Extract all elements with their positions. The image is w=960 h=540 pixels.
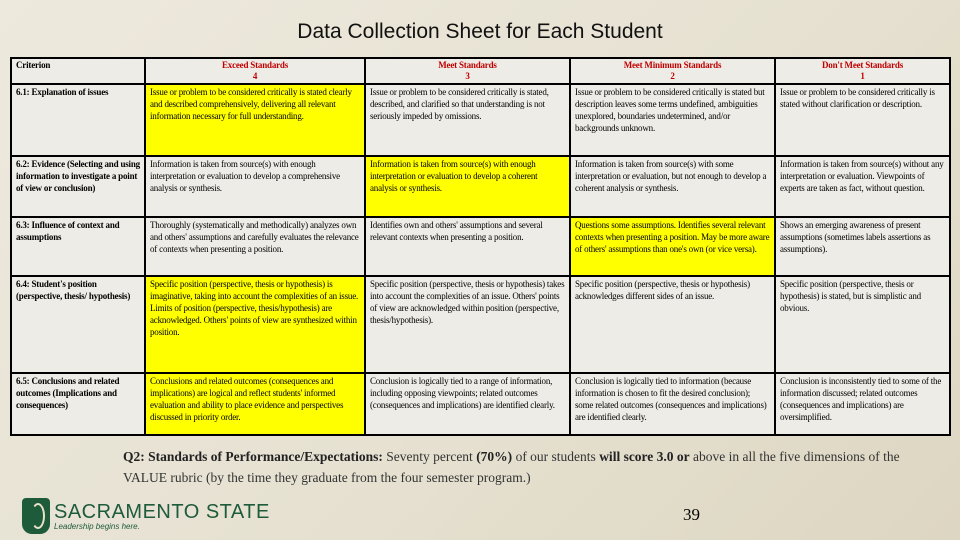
- rubric-cell: Conclusion is inconsistently tied to some of the information discussed; related outcomes (consequences and implications) are oversimplified.: [775, 373, 950, 435]
- criterion-cell: 6.4: Student's position (perspective, thesis/ hypothesis): [11, 276, 145, 373]
- header-dont-meet: Don't Meet Standards 1: [775, 58, 950, 84]
- rubric-cell: Issue or problem to be considered critically is stated, described, and clarified so that understanding is not seriously impeded by omissions.: [365, 84, 570, 156]
- criterion-cell: 6.5: Conclusions and related outcomes (Implications and consequences): [11, 373, 145, 435]
- criterion-cell: 6.1: Explanation of issues: [11, 84, 145, 156]
- rubric-cell: Conclusion is logically tied to information (because information is chosen to fit the desired conclusion); some related outcomes (consequences and implications) are identified clearly.: [570, 373, 775, 435]
- rubric-cell: Information is taken from source(s) with enough interpretation or evaluation to develop a comprehensive analysis or synthesis.: [145, 156, 365, 217]
- criterion-cell: 6.3: Influence of context and assumptions: [11, 217, 145, 276]
- table-row: [11, 156, 950, 217]
- slide-title: Data Collection Sheet for Each Student: [297, 20, 663, 43]
- rubric-cell: Conclusions and related outcomes (consequences and implications) are logical and reflect students' informed evaluation and ability to place evidence and perspectives discussed in priority order.: [145, 373, 365, 435]
- rubric-cell: Issue or problem to be considered critically is stated without clarification or description.: [775, 84, 950, 156]
- rubric-cell: Shows an emerging awareness of present assumptions (sometimes labels assertions as assumptions).: [775, 217, 950, 276]
- table-row: [11, 217, 950, 276]
- header-meet: Meet Standards 3: [365, 58, 570, 84]
- header-row: [11, 58, 950, 84]
- rubric-cell: Information is taken from source(s) with some interpretation or evaluation, but not enough to develop a coherent analysis or synthesis.: [570, 156, 775, 217]
- table-row: [11, 373, 950, 435]
- rubric-cell: Specific position (perspective, thesis or hypothesis) is imaginative, taking into account the complexities of an issue. Limits of position (perspective, thesis/hypothesis) are acknowledged. Others' points of view are synthesized within position.: [145, 276, 365, 373]
- rubric-cell: Specific position (perspective, thesis or hypothesis) is stated, but is simplistic and obvious.: [775, 276, 950, 373]
- rubric-cell: Issue or problem to be considered critically is stated but description leaves some terms undefined, ambiguities unexplored, boundaries undetermined, and/or backgrounds unknown.: [570, 84, 775, 156]
- rubric-cell: Identifies own and others' assumptions and several relevant contexts when presenting a position.: [365, 217, 570, 276]
- rubric-cell: Conclusion is logically tied to a range of information, including opposing viewpoints; related outcomes (consequences and implications) are identified clearly.: [365, 373, 570, 435]
- rubric-cell: Issue or problem to be considered critically is stated clearly and described comprehensively, delivering all relevant information necessary for full understanding.: [145, 84, 365, 156]
- rubric-cell: Thoroughly (systematically and methodically) analyzes own and others' assumptions and carefully evaluates the relevance of contexts when presenting a position.: [145, 217, 365, 276]
- torch-icon: [22, 498, 50, 534]
- rubric-cell: Specific position (perspective, thesis or hypothesis) takes into account the complexities of an issue. Others' points of view are acknowledged within position (perspective, thesis/hypothesis).: [365, 276, 570, 373]
- page-number: 39: [683, 505, 700, 524]
- sacramento-state-logo: [22, 498, 270, 534]
- logo-name: SACRAMENTO STATE: [54, 500, 270, 523]
- table-row: [11, 84, 950, 156]
- standards-note: Q2: Standards of Performance/Expectations: Seventy percent (70%) of our students will score 3.0 or above in all the five dimensions of the VALUE rubric (by the time they graduate from the four semester program.): [123, 449, 900, 485]
- table-row: [11, 276, 950, 373]
- header-meet-minimum: Meet Minimum Standards 2: [570, 58, 775, 84]
- rubric-table: [10, 57, 951, 436]
- rubric-cell: Information is taken from source(s) without any interpretation or evaluation. Viewpoints of experts are taken as fact, without question.: [775, 156, 950, 217]
- rubric-cell: Information is taken from source(s) with enough interpretation or evaluation to develop a coherent analysis or synthesis.: [365, 156, 570, 217]
- header-exceed: Exceed Standards 4: [145, 58, 365, 84]
- rubric-cell: Questions some assumptions. Identifies several relevant contexts when presenting a position. May be more aware of others' assumptions than one's own (or vice versa).: [570, 217, 775, 276]
- criterion-cell: 6.2: Evidence (Selecting and using information to investigate a point of view or conclusion): [11, 156, 145, 217]
- logo-tagline: Leadership begins here.: [54, 521, 140, 531]
- rubric-cell: Specific position (perspective, thesis or hypothesis) acknowledges different sides of an issue.: [570, 276, 775, 373]
- header-criterion: Criterion: [11, 58, 145, 84]
